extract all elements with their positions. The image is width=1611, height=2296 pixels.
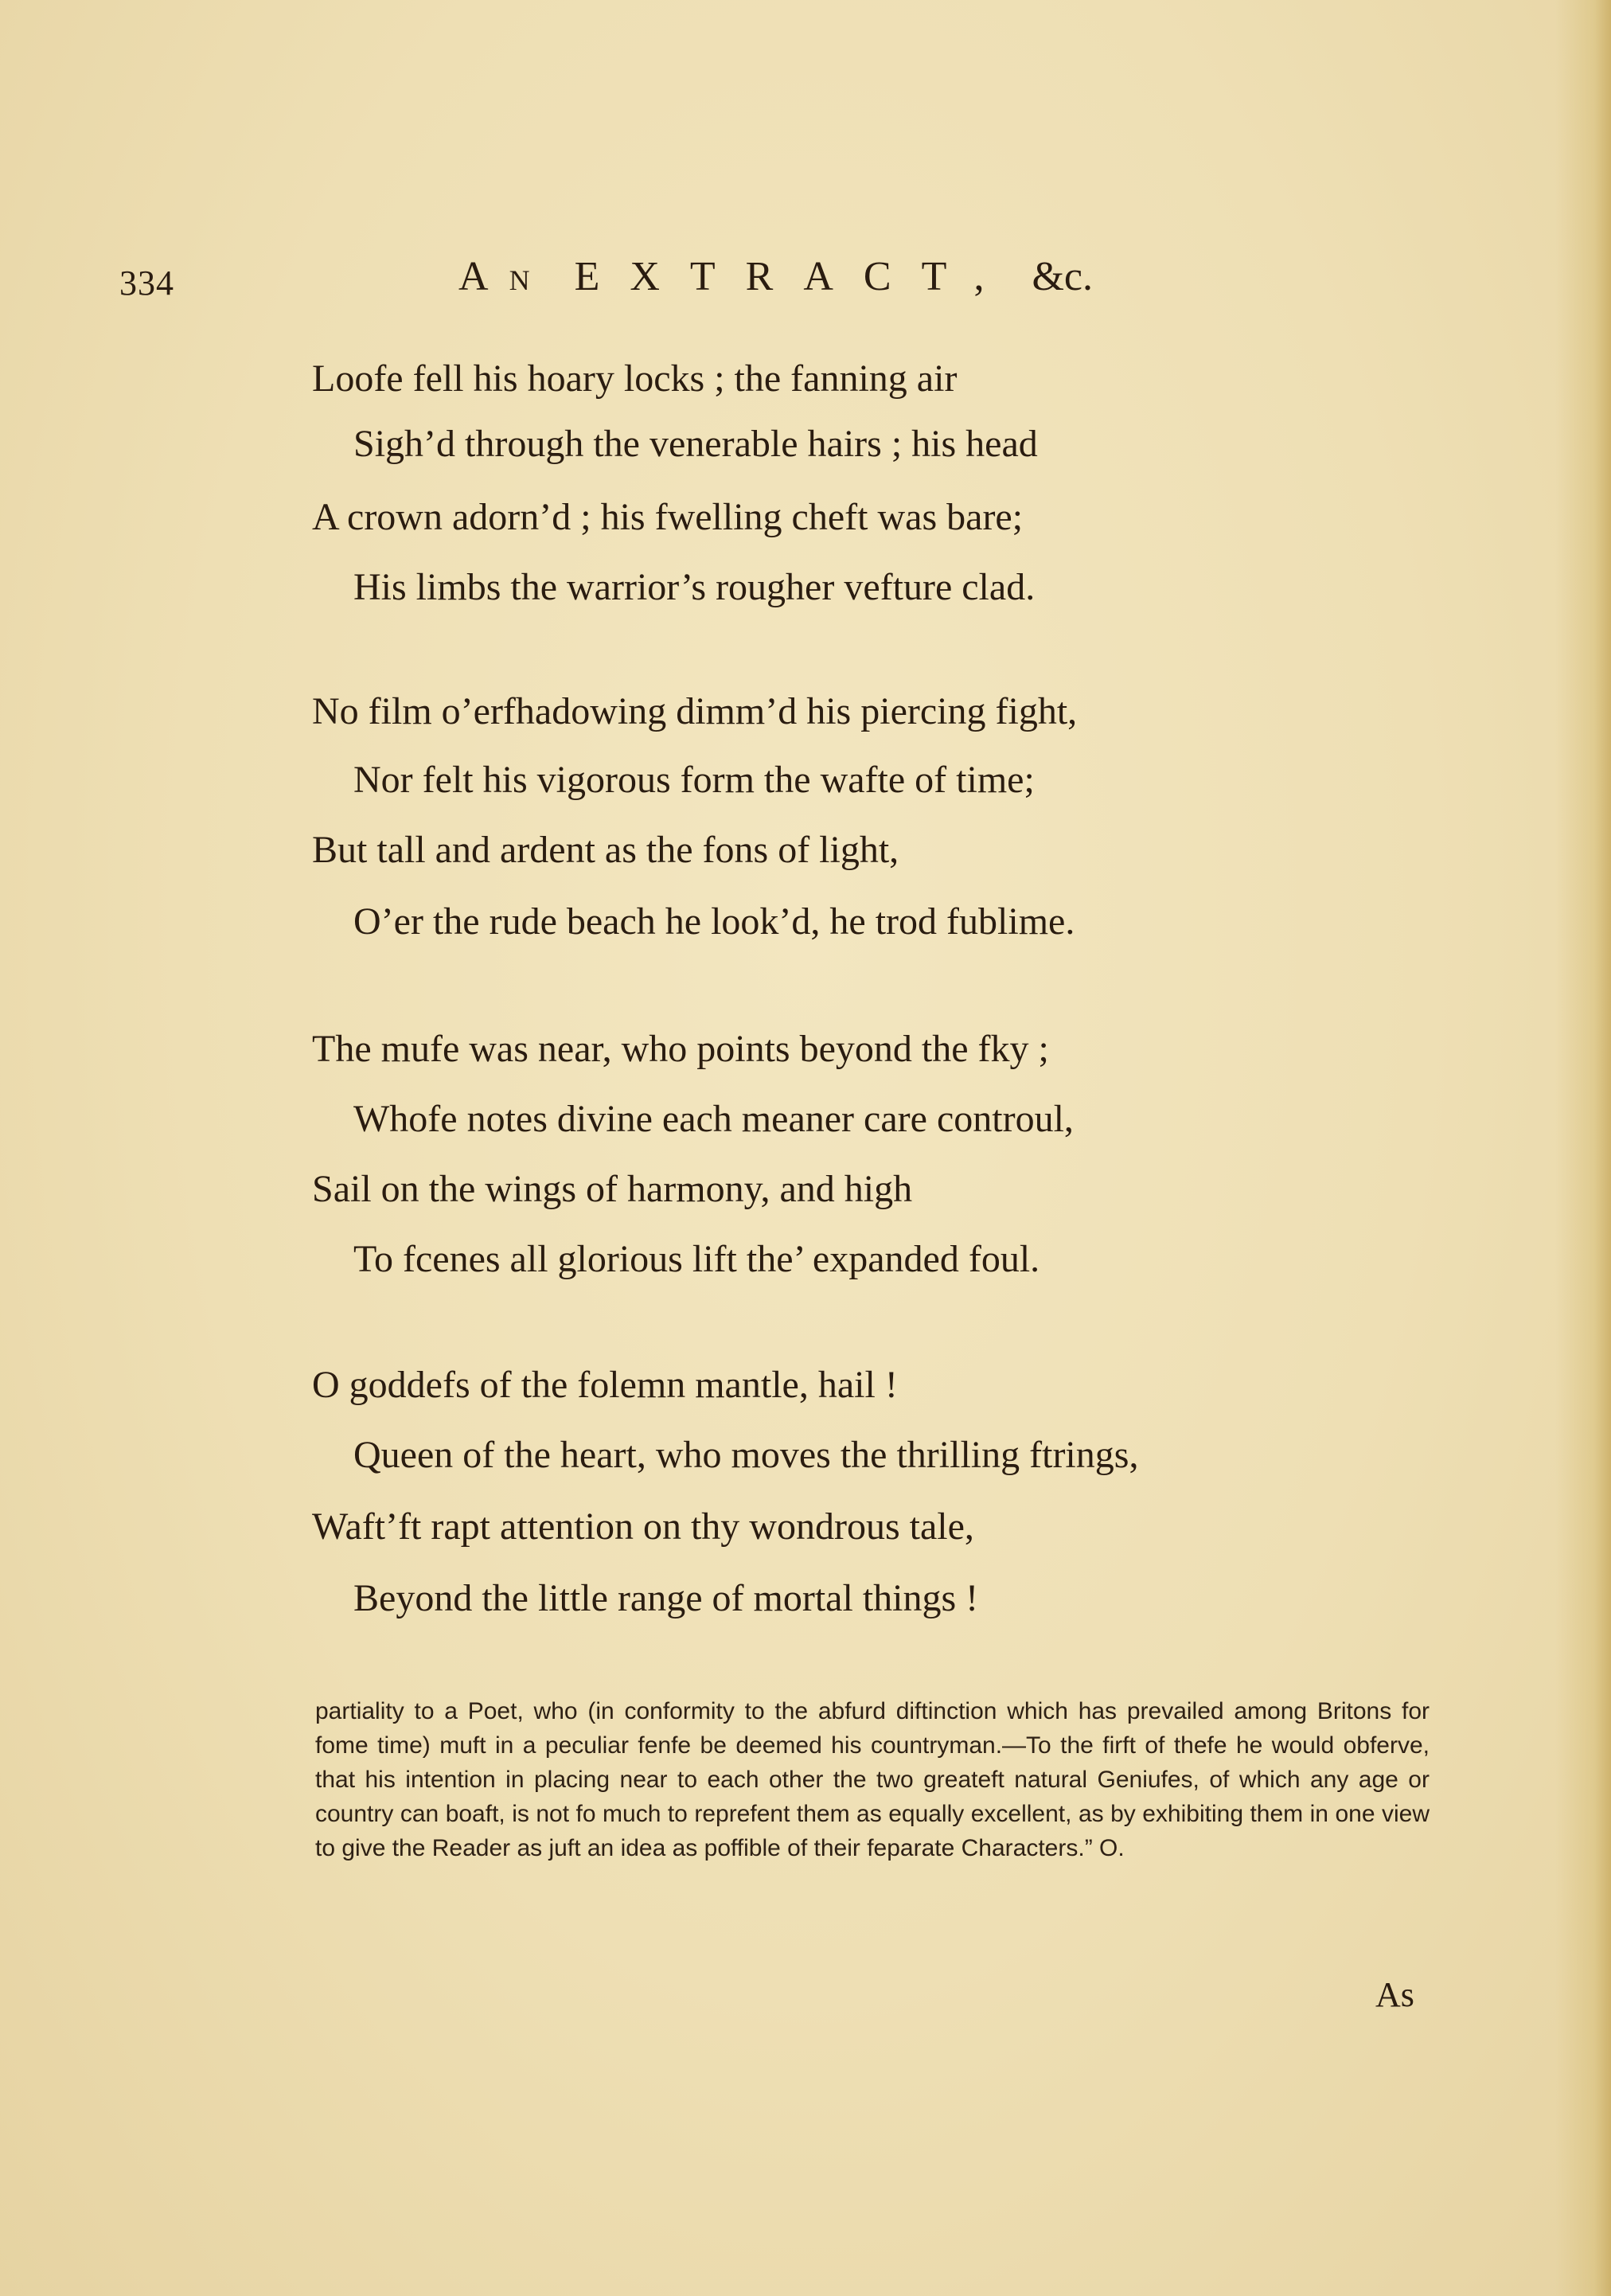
- stanza-2-line-4: O’er the rude beach he look’d, he trod fublime.: [353, 900, 1075, 943]
- stanza-4-line-4: Beyond the little range of mortal things !: [353, 1577, 979, 1619]
- running-head-small-cap: N: [509, 264, 530, 296]
- stanza-1-line-2: Sigh’d through the venerable hairs ; his head: [353, 423, 1038, 465]
- stanza-2-line-1: No film o’erfhadowing dimm’d his piercing fight,: [312, 690, 1078, 732]
- page-edge-shading: [1555, 0, 1611, 2296]
- stanza-3-line-4: To fcenes all glorious lift the’ expanded foul.: [353, 1238, 1040, 1280]
- stanza-2-line-2: Nor felt his vigorous form the wafte of time;: [353, 759, 1035, 801]
- running-head: [458, 253, 1093, 300]
- stanza-3-line-2: Whofe notes divine each meaner care controul,: [353, 1098, 1074, 1140]
- footnote: partiality to a Poet, who (in conformity to the abfurd diftinction which has prevailed among Britons for fome time) muft in a peculiar fenfe be deemed his countryman.—To the firft of thefe he would obferve, that his intention in placing near to each other the two greateft natural Geniufes, of which any age or country can boaft, is not fo much to reprefent them as equally excellent, as by exhibiting them in one view to give the Reader as juft an idea as poffible of their feparate Characters.” O.: [315, 1698, 1430, 1861]
- stanza-2-line-3: But tall and ardent as the fons of light,: [312, 829, 899, 871]
- stanza-1-line-4: His limbs the warrior’s rougher vefture clad.: [353, 566, 1036, 608]
- page-number: 334: [119, 264, 174, 303]
- stanza-3-line-3: Sail on the wings of harmony, and high: [312, 1168, 913, 1210]
- stanza-4-line-3: Waft’ft rapt attention on thy wondrous tale,: [312, 1505, 974, 1548]
- stanza-1-line-3: A crown adorn’d ; his fwelling cheft was bare;: [312, 496, 1024, 538]
- stanza-1-line-1: Loofe fell his hoary locks ; the fanning air: [312, 357, 958, 400]
- stanza-4-line-1: O goddefs of the folemn mantle, hail !: [312, 1364, 898, 1406]
- running-head-etc: &c.: [1032, 254, 1093, 299]
- stanza-4-line-2: Queen of the heart, who moves the thrilling ftrings,: [353, 1434, 1139, 1476]
- catchword: As: [1375, 1975, 1414, 2014]
- running-head-title: EXTRACT,: [574, 254, 1015, 299]
- stanza-3-line-1: The mufe was near, who points beyond the fky ;: [312, 1028, 1049, 1070]
- running-head-initial: A: [458, 254, 489, 299]
